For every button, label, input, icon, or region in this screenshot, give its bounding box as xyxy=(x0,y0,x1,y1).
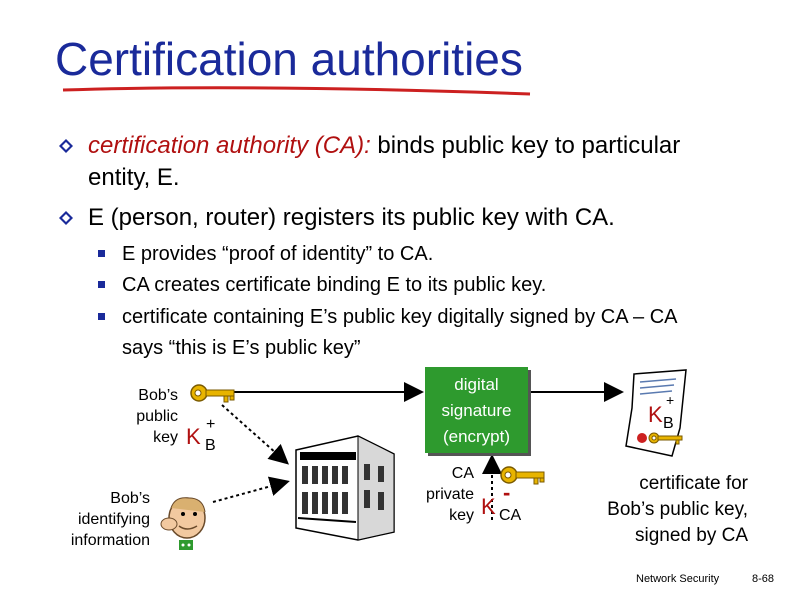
sub-bullet-text: certificate containing E’s public key digitally signed by CA – CA says “this is E’s public key” xyxy=(122,306,677,359)
key-subscript: B xyxy=(205,437,216,454)
bullet-emphasis: certification authority (CA): xyxy=(88,132,371,159)
ca-building-icon xyxy=(288,432,398,542)
key-subscript: B xyxy=(663,415,674,432)
bullet-text: E (person, router) registers its public key with CA. xyxy=(88,204,615,231)
key-superscript: + xyxy=(666,392,675,408)
key-superscript: - xyxy=(503,480,511,505)
sub-bullet-text: CA creates certificate binding E to its public key. xyxy=(122,274,547,296)
bullet-text: binds public key to particular entity, E. xyxy=(88,132,681,191)
bob-person-icon xyxy=(155,494,213,552)
ca-private-key-label: CA private key xyxy=(425,465,474,524)
footer-course: Network Security xyxy=(636,573,720,585)
arrow-key-to-ca xyxy=(222,405,286,462)
bob-public-key-label: Bob’s public key xyxy=(136,387,178,446)
certificate-label: certificate for Bob’s public key, signed by CA xyxy=(607,473,748,546)
digital-signature-box: digital signature (encrypt) xyxy=(425,367,528,453)
bob-identity-label: Bob’s identifying information xyxy=(70,490,150,549)
arrow-bob-to-ca xyxy=(213,482,286,502)
ca-private-key-symbol: K xyxy=(481,494,496,519)
slide-title: Certification authorities xyxy=(55,33,523,85)
key-icon xyxy=(190,382,236,406)
certificate-key-symbol: K xyxy=(648,402,663,427)
sub-bullet-text: E provides “proof of identity” to CA. xyxy=(122,243,434,265)
footer-page-number: 8-68 xyxy=(752,573,775,585)
key-superscript: + xyxy=(206,416,216,433)
key-subscript: CA xyxy=(499,507,522,524)
bob-public-key-symbol: K xyxy=(186,424,201,449)
